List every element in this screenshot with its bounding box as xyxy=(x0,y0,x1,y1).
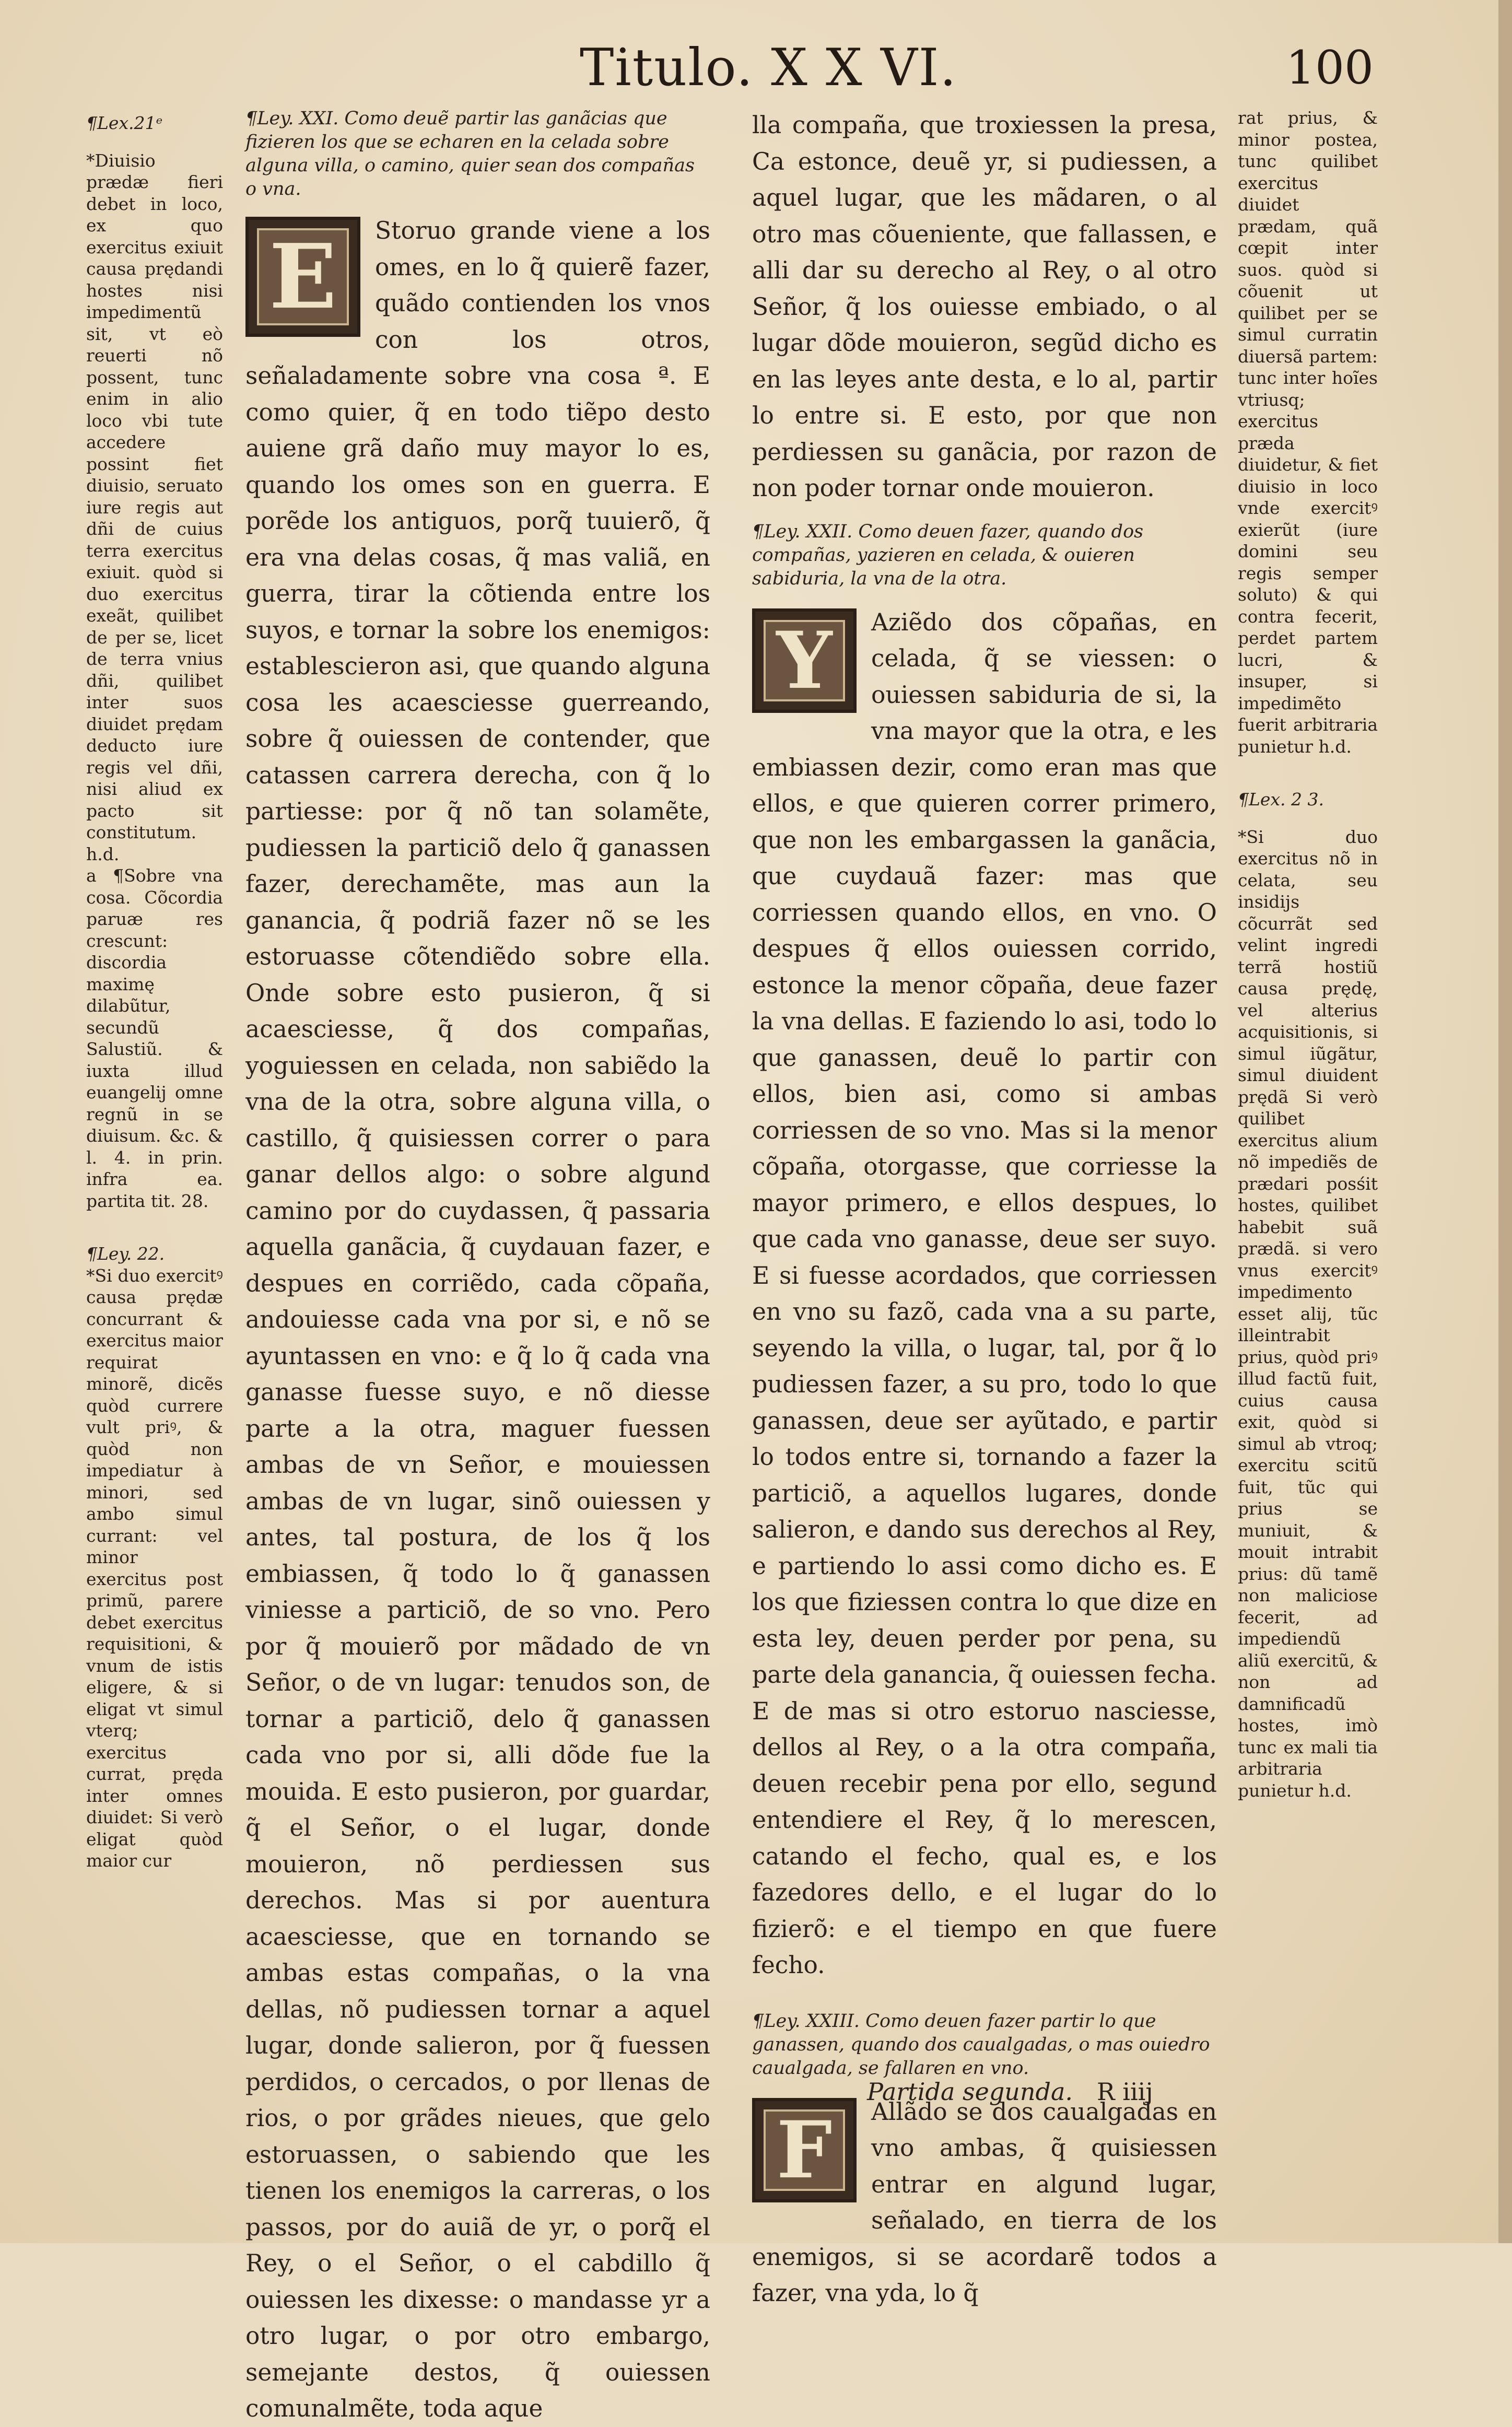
page-footer xyxy=(867,2076,1233,2107)
dropcap-y xyxy=(752,608,857,713)
dropcap-e xyxy=(245,217,360,337)
dropcap-ornament-icon: E xyxy=(257,228,349,325)
note-21-heading: ¶Lex.21ᵉ xyxy=(86,113,163,133)
right-margin-notes xyxy=(1238,107,1378,2071)
note-22: *Si duo exercitꝰ causa prędæ concurrant & exercitus maior requirat minorẽ, dicẽs quòd currere vult priꝰ, & quòd non impediatur à minori, sed ambo simul currant: vel minor exercitus post primũ, parere debet exercitus requisitioni, & vnum de istis eligere, & si eligat vt simul vterq; exercitus currat, pręda inter omnes diuidet: Si verò eligat quòd maior cur xyxy=(86,1265,223,1871)
main-column-1 xyxy=(245,107,710,2422)
ley-22-heading: ¶Ley. XXII. Como deuen fazer, quando dos compañas, yazieren en celada, & ouieren sabiduria, la vna de la otra. xyxy=(752,521,1144,589)
sheet-signature: R iiij xyxy=(1097,2078,1153,2106)
ley-21-text: Storuo grande viene a los omes, en lo q̃ quierẽ fazer, quãdo contienden los vnos con los otros, señaladamente sobre vna cosa ª. E como quier, q̃ en todo tiẽpo desto auiene grã daño muy mayor lo es, quando los omes son en guerra. E porẽde los antiguos, porq̃ tuuierõ, q̃ era vna delas cosas, q̃ mas valiã, en guerra, tirar la cõtienda entre los suyos, e tornar la sobre los enemigos: establescieron asi, que quando alguna cosa les acaesciesse guerreando, sobre q̃ ouiessen de contender, que catassen carrera derecha, con q̃ lo partiesse: por q̃ nõ tan solamẽte, pudiessen la particiõ delo q̃ ganassen fazer, derechamẽte, mas aun la ganancia, q̃ podriã fazer nõ se les estoruasse cõtendiẽdo sobre ella. Onde sobre esto pusieron, q̃ si acaesciesse, q̃ dos compañas, yoguiessen en celada, non sabiẽdo la vna de la otra, sobre alguna villa, o castillo, q̃ quisiessen correr o para ganar dellos algo: o sobre algund camino por do cuydassen, q̃ passaria aquella ganãcia, q̃ cuydauan fazer, e despues en corriẽdo, cada cõpaña, andouiesse cada vna por si, e nõ se ayuntassen en vno: e q̃ lo q̃ cada vna ganasse fuesse suyo, e nõ diesse parte a la otra, maguer fuessen ambas de vn Señor, e mouiessen ambas de vn lugar, sinõ ouiessen y antes, tal postura, de los q̃ los embiassen, q̃ todo lo q̃ ganassen viniesse a particiõ, de so vno. Pero por q̃ mouierõ por mãdado de vn Señor, o de vn lugar: tenudos son, de tornar a particiõ, delo q̃ ganassen cada vno por si, alli dõde fue la mouida. E esto pusieron, por guardar, q̃ el Señor, o el lugar, donde mouieron, nõ perdiessen sus derechos. Mas si por auentura acaesciesse, que en tornando se ambas estas compañas, o la vna dellas, nõ pudiessen tornar a aquel lugar, donde salieron, por q̃ fuessen perdidos, o cercados, o por llenas de rios, o por grãdes nieues, que gelo estoruassen, o sabiendo que les tienen los enemigos la carreras, o los passos, por do auiã de yr, o porq̃ el Rey, o el Señor, o el cabdillo q̃ ouiessen les dixesse: o mandasse yr a otro lugar, o por otro embargo, semejante destos, q̃ ouiessen comunalmẽte, toda aque xyxy=(245,217,710,2422)
signature-line: Partida segunda. xyxy=(867,2078,1073,2106)
dropcap-ornament-icon: F xyxy=(764,2109,845,2191)
ley-21-heading: ¶Ley. XXI. Como deuẽ partir las ganãcias que fizieren los que se echaren en la celada sobre alguna villa, o camino, quier sean dos compañas o vna. xyxy=(245,108,695,200)
note-22-continuation: rat prius, & minor postea, tunc quilibet exercitus diuidet prædam, quã cœpit inter suos. quòd si cõuenit ut quilibet per se simul curratin diuersã partem: tunc inter hoĩes vtriusq; exercitus præda diuidetur, & fiet diuisio in loco vnde exercitꝰ exierũt (iure domini seu regis semper soluto) & qui contra fecerit, perdet partem lucri, & insuper, si impedimẽto fuerit arbitraria punietur h.d. xyxy=(1238,108,1378,757)
dropcap-f xyxy=(752,2098,857,2202)
note-a: a ¶Sobre vna cosa. Cõcordia paruæ res crescunt: discordia maximę dilabũtur, secundũ Salustiũ. & iuxta illud euangelij omne regnũ in se diuisum. &c. & l. 4. in prin. infra ea. partita tit. 28. xyxy=(86,865,223,1211)
left-margin-notes xyxy=(86,112,223,2071)
ley-23-text: Allãdo se dos caualgadas en vno ambas, q̃ quisiessen entrar en algund lugar, señalado, en tierra de los enemigos, si se acordarẽ todos a fazer, vna yda, lo q̃ xyxy=(752,2097,1217,2307)
ley-22-body xyxy=(752,604,1217,1984)
page-header xyxy=(580,37,1374,99)
ley-21-continuation: lla compaña, que troxiessen la presa, Ca estonce, deuẽ yr, si pudiessen, a aquel lugar, que les mãdaren, o al otro mas cõueniente, que fallassen, e alli dar su derecho al Rey, o al otro Señor, q̃ los ouiesse embiado, o al lugar dõde mouieron, segũd dicho es en las leyes ante desta, e lo al, partir lo entre si. E esto, por que non perdiessen su ganãcia, por razon de non poder tornar onde mouieron. xyxy=(752,111,1217,502)
ley-22-text: Aziẽdo dos cõpañas, en celada, q̃ se viessen: o ouiessen sabiduria de si, la vna mayor que la otra, e les embiassen dezir, como eran mas que ellos, e que quieren correr primero, que non les embargassen la ganãcia, que cuydauã fazer: mas que corriessen quando ellos, en vno. O despues q̃ ellos ouiessen corrido, estonce la menor cõpaña, deue fazer la vna dellas. E faziendo lo asi, todo lo que ganassen, deuẽ lo partir con ellos, bien asi, como si ambas corriessen de so vno. Mas si la menor cõpaña, otorgasse, que corriesse la mayor primero, e ellos despues, lo que cada vno ganasse, deue ser suyo. E si fuesse acordados, que corriessen en vno su fazõ, cada vna a su parte, seyendo la villa, o lugar, tal, por q̃ lo pudiessen fazer, a su pro, todo lo que ganassen, deue ser ayũtado, e partir lo todos entre si, tornando a fazer la particiõ, a aquellos lugares, donde salieron, e dando sus derechos al Rey, e partiendo lo assi como dicho es. E los que fiziessen contra lo que dize en esta ley, deuen perder por pena, su parte dela ganancia, q̃ ouiessen fecha. E de mas si otro estoruo nasciesse, dellos al Rey, o a la otra compaña, deuen recebir pena por ello, segund entendiere el Rey, q̃ lo merescen, catando el fecho, qual es, e los fazedores dello, e el lugar do lo fizierõ: e el tiempo en que fuere fecho. xyxy=(752,608,1217,1979)
folio-number: 100 xyxy=(1286,41,1374,95)
note-23: *Si duo exercitus nõ in celata, seu insidijs cõcurrãt sed velint ingredi terrã hostiũ causa prędę, vel alterius acquisitionis, si simul iũgãtur, simul diuident prędã Si verò quilibet exercitus alium nõ impediẽs de prædari posśit hostes, quilibet habebit suã prædã. si vero vnus exercitꝰ impedimento esset alij, tũc illeintrabit prius, quòd priꝰ illud factũ fuit, cuius causa exit, quòd si simul ab vtroq; exercitu scitũ fuit, tũc qui prius se muniuit, & mouit intrabit prius: dũ tamẽ non maliciose fecerit, ad impediendũ aliũ exercitũ, & non ad damnificadũ hostes, imò tunc ex mali tia arbitraria punietur h.d. xyxy=(1238,826,1378,1801)
ley-23-heading: ¶Ley. XXIII. Como deuen fazer partir lo que ganassen, quando dos caualgadas, o mas ouiedro caualgada, se fallaren en vno. xyxy=(752,2010,1210,2079)
note-22-heading: ¶Ley. 22. xyxy=(86,1244,165,1264)
note-21: *Diuisio prædæ fieri debet in loco, ex quo exercitus exiuit causa prędandi hostes nisi impedimentũ sit, vt eò reuerti nõ possent, tunc enim in alio loco vbi tute accedere possint fiet diuisio, seruato iure regis aut dñi de cuius terra exercitus exiuit. quòd si duo exercitus exeãt, quilibet de per se, licet de terra vnius dñi, quilibet inter suos diuidet prędam deducto iure regis vel dñi, nisi aliud ex pacto sit constitutum. h.d. xyxy=(86,150,223,864)
dropcap-ornament-icon: Y xyxy=(764,620,845,701)
note-23-heading: ¶Lex. 2 3. xyxy=(1238,789,1324,810)
page-edge xyxy=(1498,0,1512,2243)
running-title: Titulo. X X VI. xyxy=(580,38,957,98)
ley-21-body xyxy=(245,213,710,2427)
ley-23-body xyxy=(752,2094,1217,2312)
